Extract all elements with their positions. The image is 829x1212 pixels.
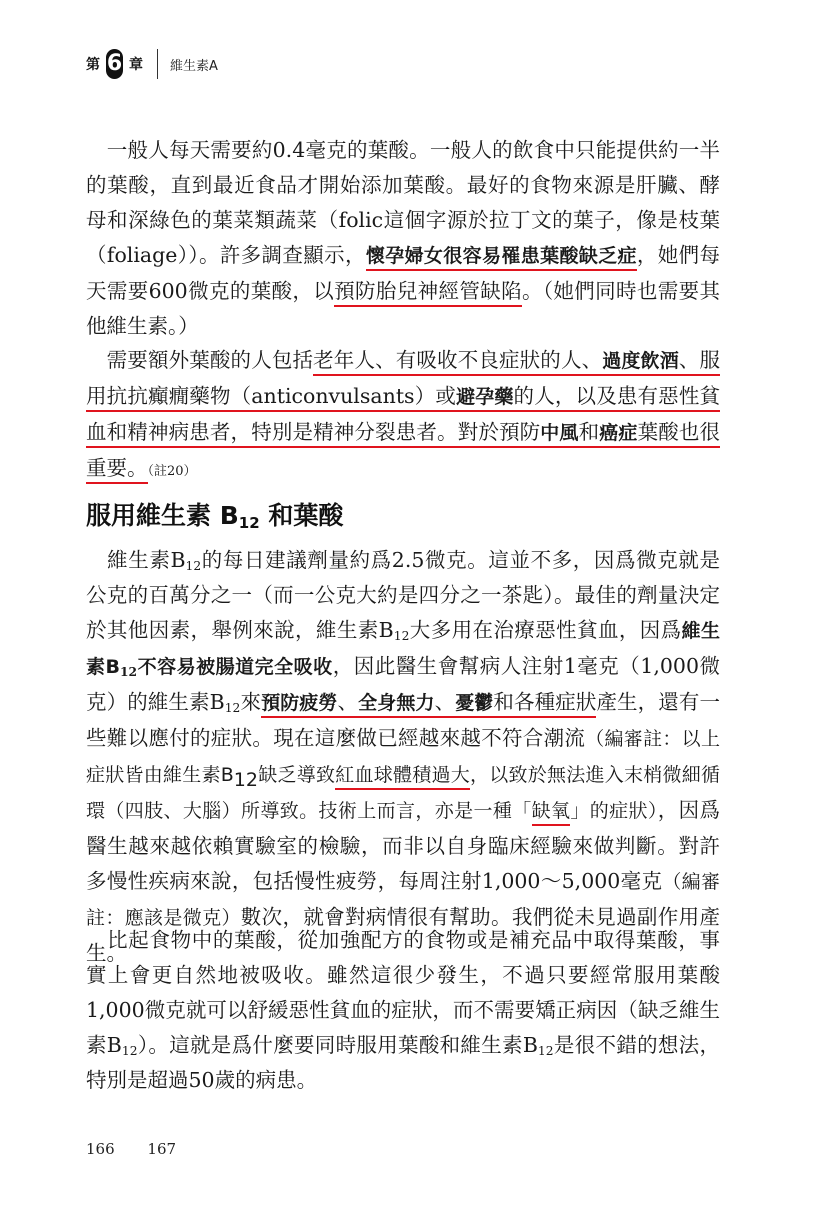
p3-bold-absorption: 不容易被腸道完全吸收 bbox=[137, 656, 333, 678]
p1-text-1: 一般人每天需要約0.4毫克的葉酸。一般人的飲食中只能提供約一半的葉酸，直到最近食品才開始添加葉酸。最好的食物來源是肝臟、酵母和深綠色的葉菜類蔬菜（folic這個字源於拉丁文的葉子，像是枝葉（foliage））。許多調查顯示， bbox=[86, 138, 720, 267]
b12-subscript: 12 bbox=[185, 559, 202, 574]
b12-subscript: 12 bbox=[233, 768, 258, 791]
editor-note-4: 」的症狀） bbox=[570, 800, 658, 822]
chapter-number-badge: 6 bbox=[106, 49, 123, 79]
p3-text-1: 維生素B bbox=[106, 548, 186, 572]
b12-subscript: 12 bbox=[121, 1044, 138, 1059]
p3-highlight-depression: 憂鬱 bbox=[455, 692, 493, 718]
editor-note-3: ，以致於無法進入末梢微細循環（四肢、大腦）所導致。技術上而言，亦是一種「 bbox=[86, 764, 720, 822]
p4-text-2: ）。這就是爲什麼要同時服用葉酸和維生素B bbox=[137, 1033, 538, 1057]
p2-highlight-contraceptive: 避孕藥 bbox=[456, 386, 513, 412]
b12-subscript: 12 bbox=[393, 629, 410, 644]
p1-highlight-pregnancy: 懷孕婦女很容易罹患葉酸缺乏症 bbox=[366, 245, 637, 271]
p4-text-1: 比起食物中的葉酸，從加強配方的食物或是補充品中取得葉酸，事實上會更自然地被吸收。雖然這很少發生，不過只要經常服用葉酸1,000微克就可以舒緩惡性貧血的症狀，而不需要矯正病因（缺乏維生素B bbox=[86, 928, 720, 1057]
p2-text-1: 需要額外葉酸的人包括 bbox=[106, 348, 314, 372]
page-number-left: 166 bbox=[86, 1140, 115, 1158]
p2-highlight-and: 和 bbox=[579, 420, 600, 448]
chapter-header bbox=[86, 44, 218, 84]
heading-subscript: 12 bbox=[238, 513, 260, 532]
p3-highlight-symptoms: 和各種症狀 bbox=[493, 690, 596, 718]
p2-highlight-elderly: 老年人、有吸收不良症狀的人、 bbox=[313, 348, 602, 376]
p2-highlight-important: 葉酸也很重要。 bbox=[86, 420, 720, 484]
footnote-ref: （註20） bbox=[147, 464, 197, 479]
p3-highlight-hypoxia: 缺氧 bbox=[532, 800, 571, 826]
p1-text-3: 。（她們同時也需要其他維生素。） bbox=[86, 279, 720, 338]
p3-text-4: ，因此醫生會幫病人注射1毫克（1,000微克）的維生素B bbox=[86, 654, 720, 714]
p1-highlight-neural-tube: 預防胎兒神經管缺陷 bbox=[334, 279, 522, 307]
p3-text-5: 來 bbox=[240, 690, 262, 714]
p2-highlight-anemia: 的人，以及患有惡性貧血和精神病患者，特別是精神分裂患者。對於預防 bbox=[86, 384, 720, 448]
chapter-prefix: 第 bbox=[86, 57, 100, 73]
p2-highlight-cancer: 癌症 bbox=[599, 422, 637, 448]
chapter-title: 維生素A bbox=[170, 58, 218, 74]
paragraph-3 bbox=[86, 543, 720, 971]
b12-subscript: 12 bbox=[224, 701, 241, 716]
p3-text-6: 產生，還有一些難以應付的症狀。現在這麼做已經越來越不符合潮流 bbox=[86, 690, 720, 750]
section-heading bbox=[86, 496, 343, 532]
paragraph-4 bbox=[86, 923, 720, 1098]
p3-text-3: 大多用在治療惡性貧血，因爲 bbox=[409, 618, 682, 642]
page-number-right: 167 bbox=[147, 1140, 177, 1158]
p3-highlight-sep: 、 bbox=[435, 690, 456, 718]
p3-text-2: 的每日建議劑量約爲2.5微克。這並不多，因爲微克就是公克的百萬分之一（而一公克大約是四分之一茶匙）。最佳的劑量決定於其他因素，舉例來說，維生素B bbox=[86, 548, 720, 642]
p3-text-8: 數次，就會對病情很有幫助。我們從未見過副作用產生。 bbox=[86, 905, 720, 965]
paragraph-2 bbox=[86, 343, 720, 489]
p2-highlight-stroke: 中風 bbox=[540, 422, 578, 448]
b12-subscript: 12 bbox=[120, 664, 138, 680]
p3-text-7: ，因爲醫生越來越依賴實驗室的檢驗，而非以自身臨床經驗來做判斷。對許多慢性疾病來說，包括慢性疲勞，每周注射1,000～5,000毫克 bbox=[86, 798, 720, 893]
paragraph-1 bbox=[86, 133, 720, 344]
p2-highlight-anticonvulsants: 、服用抗抗癲癇藥物（anticonvulsants）或 bbox=[86, 348, 720, 412]
p3-bold-b12: 維生素B bbox=[86, 620, 720, 678]
p1-text-2: ，她們每天需要600微克的葉酸，以 bbox=[86, 243, 720, 303]
editor-note-2: 缺乏導致 bbox=[257, 764, 336, 786]
editor-note-5: （編審註：應該是微克） bbox=[86, 871, 720, 929]
p2-highlight-alcohol: 過度飲酒 bbox=[602, 350, 679, 376]
heading-text: 服用維生素 B bbox=[86, 501, 239, 530]
p3-highlight-fatigue: 預防疲勞 bbox=[261, 692, 337, 718]
p3-highlight-rbc: 紅血球體積過大 bbox=[335, 764, 470, 790]
p3-highlight-weakness: 全身無力 bbox=[358, 692, 434, 718]
p4-text-3: 是很不錯的想法，特別是超過50歲的病患。 bbox=[86, 1033, 720, 1092]
heading-text-2: 和葉酸 bbox=[259, 501, 344, 530]
page-footer bbox=[86, 1140, 204, 1158]
editor-note-1: （編審註：以上症狀皆由維生素B bbox=[86, 728, 720, 786]
p3-highlight-sep: 、 bbox=[338, 690, 359, 718]
chapter-suffix: 章 bbox=[129, 57, 143, 73]
header-divider bbox=[157, 49, 158, 79]
b12-subscript: 12 bbox=[537, 1044, 554, 1059]
